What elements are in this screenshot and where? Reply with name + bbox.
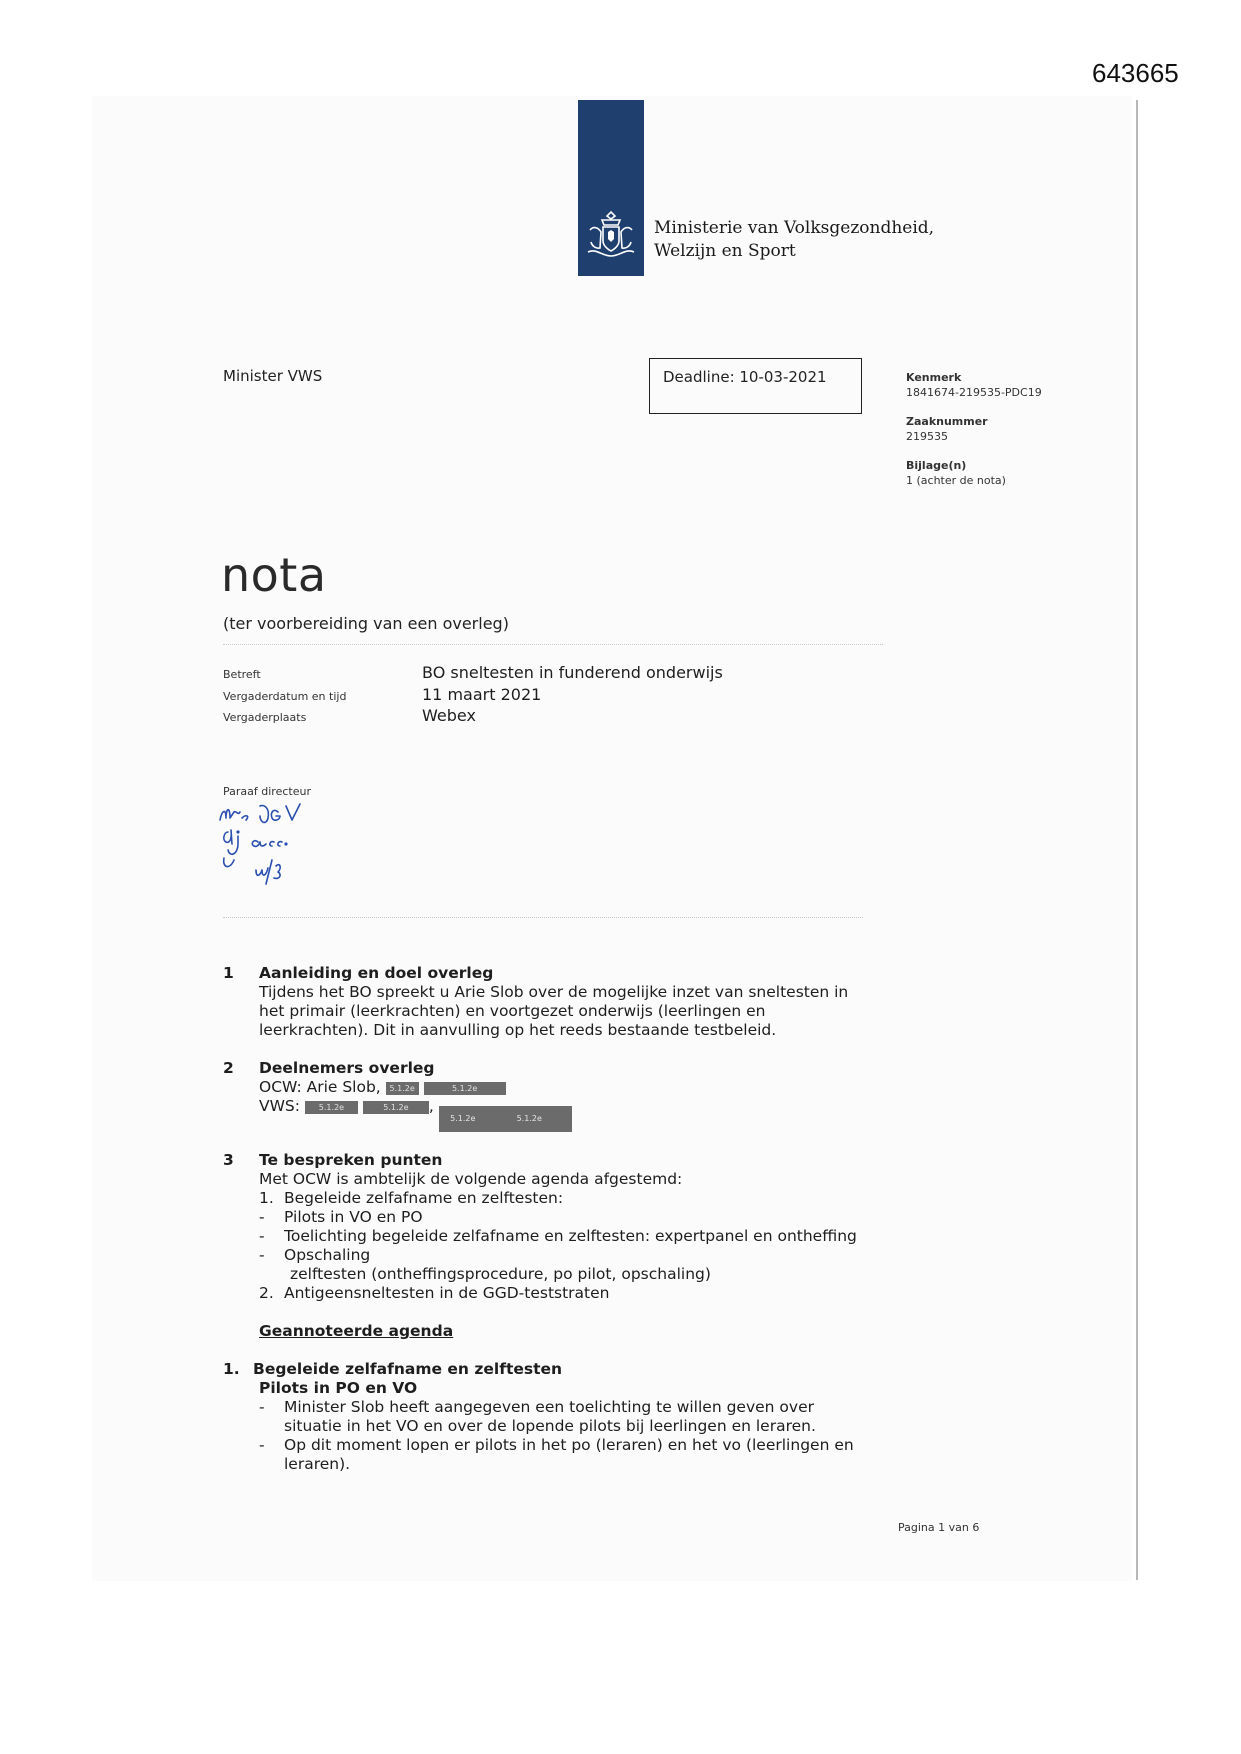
list-item [259,1227,901,1246]
list-text: Opschaling [284,1246,371,1264]
document-type-title: nota [221,548,327,602]
list-text: Pilots in VO en PO [284,1208,423,1226]
section-title: Te bespreken punten [259,1151,443,1169]
section-agenda-item-1 [221,1360,901,1474]
bijlagen-label: Bijlage(n) [906,459,967,472]
kenmerk-block [906,370,1086,400]
divider [223,644,883,645]
redaction-box: 5.1.2e [487,1106,572,1132]
redaction-box: 5.1.2e [363,1101,429,1114]
list-marker: - [259,1398,265,1416]
list-item [259,1284,901,1303]
redaction-box: 5.1.2e [439,1106,487,1132]
detail-row-datum [223,685,883,707]
page-number: Pagina 1 van 6 [898,1521,980,1534]
document-number: 643665 [1092,58,1179,88]
bijlagen-value: 1 (achter de nota) [906,474,1006,487]
list-item [259,1189,901,1208]
section-title: Aanleiding en doel overleg [259,964,494,982]
section-subtitle: Pilots in PO en VO [259,1379,418,1397]
list-marker: 1. [259,1189,274,1207]
handwritten-signature [216,798,346,894]
ministry-logo-band [578,100,644,276]
participants-ocw-prefix: OCW: Arie Slob, [259,1078,381,1096]
agenda-intro: Met OCW is ambtelijk de volgende agenda afgestemd: [259,1170,683,1188]
deadline-box: Deadline: 10-03-2021 [649,358,862,414]
detail-value: Webex [422,706,476,725]
list-text: Antigeensneltesten in de GGD-teststraten [284,1284,610,1302]
ministry-name-line2: Welzijn en Sport [654,241,796,261]
paragraph-line: Tijdens het BO spreekt u Arie Slob over de mogelijke inzet van sneltesten in [259,983,849,1001]
meeting-details [223,663,883,728]
list-text: Minister Slob heeft aangegeven een toelichting te willen geven over [284,1398,814,1416]
section-number: 1 [223,964,234,982]
redaction-box: 5.1.2e [386,1082,419,1095]
bijlagen-block [906,458,1086,488]
detail-label: Betreft [223,668,261,681]
zaaknummer-label: Zaaknummer [906,415,988,428]
section-title: Deelnemers overleg [259,1059,435,1077]
list-text: Begeleide zelfafname en zelftesten: [284,1189,564,1207]
kenmerk-value: 1841674-219535-PDC19 [906,386,1042,399]
paragraph-line: leerkrachten). Dit in aanvulling op het reeds bestaande testbeleid. [259,1021,777,1039]
detail-value: BO sneltesten in funderend onderwijs [422,663,723,682]
document-subtitle: (ter voorbereiding van een overleg) [223,614,509,633]
page-edge [1136,100,1138,1580]
section-title: Begeleide zelfafname en zelftesten [253,1360,563,1378]
zaaknummer-value: 219535 [906,430,948,443]
list-marker: 2. [259,1284,274,1302]
detail-label: Vergaderdatum en tijd [223,689,347,703]
list-marker: - [259,1227,265,1245]
list-item [259,1246,901,1265]
list-marker: - [259,1208,265,1226]
participants-vws-prefix: VWS: [259,1097,300,1115]
section-aanleiding [221,964,901,1040]
paraaf-label: Paraaf directeur [223,785,311,798]
list-item [259,1398,901,1436]
royal-coat-of-arms-icon [584,208,638,262]
ministry-name [654,217,954,263]
section-number: 3 [223,1151,234,1169]
kenmerk-label: Kenmerk [906,371,962,384]
detail-row-plaats [223,706,883,728]
divider [223,917,863,918]
participants-vws: VWS: 5.1.2e 5.1.2e , 5.1.2e 5.1.2e [259,1097,901,1132]
list-marker: - [259,1246,265,1264]
list-continuation: zelftesten (ontheffingsprocedure, po pilot, opschaling) [290,1265,711,1283]
recipient: Minister VWS [223,367,323,385]
list-text: Op dit moment lopen er pilots in het po (leraren) en het vo (leerlingen en [284,1436,854,1454]
list-item [259,1208,901,1227]
list-text: Toelichting begeleide zelfafname en zelftesten: expertpanel en ontheffing [284,1227,857,1245]
section-bespreekpunten [221,1151,901,1341]
section-number: 1. [223,1360,240,1378]
list-text: leraren). [284,1455,351,1473]
list-item [259,1436,901,1474]
ministry-name-line1: Ministerie van Volksgezondheid, [654,218,935,238]
detail-label: Vergaderplaats [223,711,307,724]
redaction-box: 5.1.2e [424,1082,506,1095]
reference-meta [906,370,1086,502]
participants-ocw [259,1078,901,1097]
zaaknummer-block [906,414,1086,444]
detail-row-betreft [223,663,883,685]
list-text: situatie in het VO en over de lopende pilots bij leerlingen en leraren. [284,1417,816,1435]
section-deelnemers [221,1059,901,1132]
document-body [221,964,901,1493]
annotated-agenda-heading: Geannoteerde agenda [259,1322,454,1340]
section-number: 2 [223,1059,234,1077]
list-marker: - [259,1436,265,1454]
paragraph-line: het primair (leerkrachten) en voortgezet onderwijs (leerlingen en [259,1002,766,1020]
redaction-box: 5.1.2e [305,1101,358,1114]
detail-value: 11 maart 2021 [422,684,542,704]
